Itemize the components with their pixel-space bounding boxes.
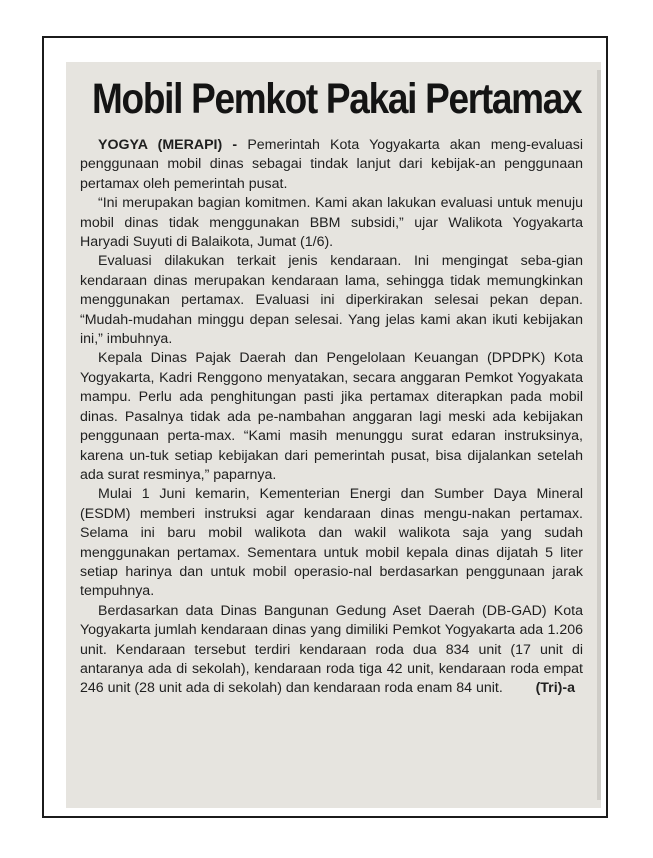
article-body [80, 136, 583, 699]
article-paragraph-1 [80, 136, 583, 194]
article-paragraph-4: Kepala Dinas Pajak Daerah dan Pengelolaan Keuangan (DPDPK) Kota Yogyakarta, Kadri Renggono menyatakan, secara anggaran Pemkot Yogyakata mampu. Perlu ada penghitungan pasti jika pertamax diterapkan pada mobil dinas. Pasalnya tidak ada pe-nambahan anggaran lagi meski ada kebijakan penggunaan perta-max. “Kami masih menunggu surat edaran instruksinya, karena un-tuk setiap kebijakan dari pemerintah pusat, bisa dijalankan setelah ada surat resminya,” paparnya. [80, 350, 583, 483]
newspaper-clipping [66, 62, 601, 808]
article-paragraph-5: Mulai 1 Juni kemarin, Kementerian Energi dan Sumber Daya Mineral (ESDM) memberi instruksi agar kendaraan dinas mengu-nakan pertamax. Selama ini baru mobil walikota dan wakil walikota saja yang sudah menggunakan pertamax. Sementara untuk mobil kepala dinas dijatah 5 liter setiap harinya dan untuk mobil operasio-nal berdasarkan penggunaan jarak tempuhnya. [80, 486, 583, 600]
article-headline: Mobil Pemkot Pakai Pertamax [92, 75, 582, 123]
article-paragraph-6 [80, 602, 583, 699]
article-paragraph-3: Evaluasi dilakukan terkait jenis kendaraan. Ini mengingat seba-gian kendaraan dinas merupakan kendaraan lama, sehingga tidak memungkinkan menggunakan pertamax. Evaluasi ini diperkirakan selesai pekan depan. “Mudah-mudahan minggu depan selesai. Yang jelas kami akan ikuti kebijakan ini,” imbuhnya. [80, 253, 583, 348]
article-byline: (Tri)-a [535, 680, 575, 697]
article-dateline: YOGYA (MERAPI) - [98, 137, 238, 153]
clipping-edge-shadow [597, 70, 601, 800]
article-paragraph-1-text: Pemerintah Kota Yogyakarta akan meng-evaluasi penggunaan mobil dinas sebagai tindak lanjut dari kebijak-an penggunaan pertamax oleh pemerintah pusat. [80, 137, 583, 192]
article-paragraph-6-text: Berdasarkan data Dinas Bangunan Gedung Aset Daerah (DB-GAD) Kota Yogyakarta jumlah kendaraan dinas yang dimiliki Pemkot Yogyakarta ada 1.206 unit. Kendaraan tersebut terdiri kendaraan roda dua 834 unit (17 unit di antaranya ada di sekolah), kendaraan roda tiga 42 unit, kendaraan roda empat 246 unit (28 unit ada di sekolah) dan kendaraan roda enam 84 unit. [80, 602, 583, 697]
article-paragraph-2: “Ini merupakan bagian komitmen. Kami akan lakukan evaluasi untuk menuju mobil dinas tidak menggunakan BBM subsidi,” ujar Walikota Yogyakarta Haryadi Suyuti di Balaikota, Jumat (1/6). [80, 195, 583, 251]
